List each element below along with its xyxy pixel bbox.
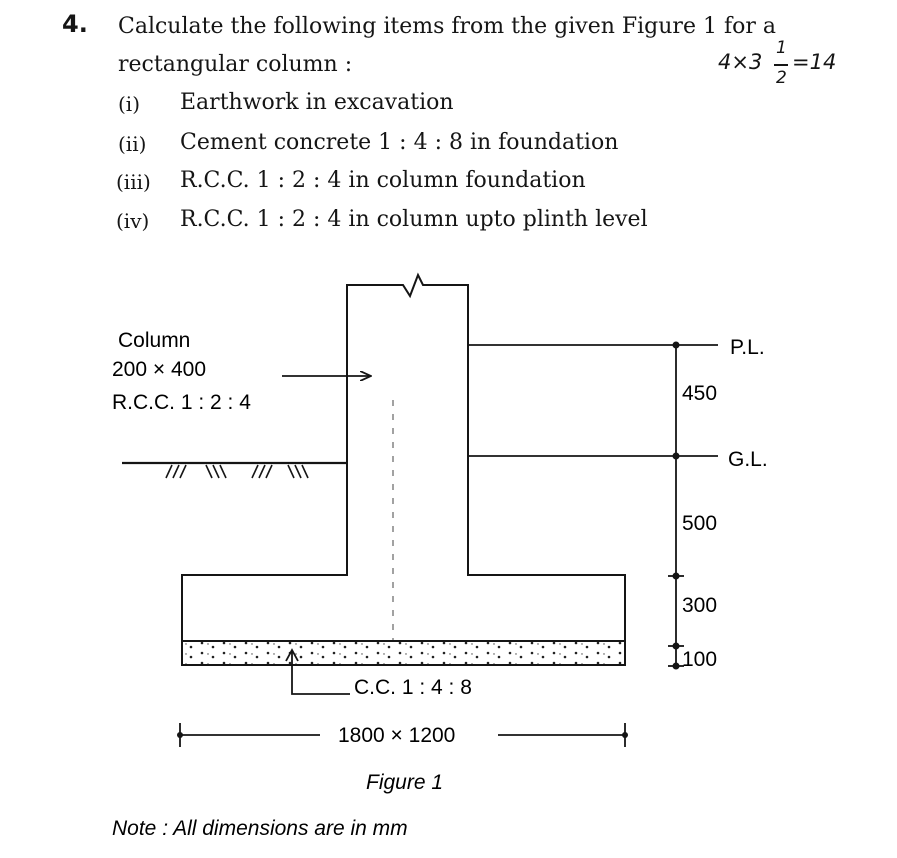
question-text-line2: rectangular column : [118,52,353,77]
column-outline [182,275,625,665]
item-text: Cement concrete 1 : 4 : 8 in foundation [180,130,619,155]
dimension-note: Note : All dimensions are in mm [112,817,408,840]
item-text: R.C.C. 1 : 2 : 4 in column upto plinth level [180,207,648,232]
dimension-label: 450 [682,382,718,405]
plinth-level-label: P.L. [730,336,765,359]
item-number: (i) [118,92,141,116]
annotation-main: 4×3 [718,50,763,74]
column-label-line: Column [118,329,191,352]
column-label-line: R.C.C. 1 : 2 : 4 [112,391,251,414]
item-number: (iii) [116,170,151,194]
footing-size-label: 1800 × 1200 [338,724,456,747]
annotation-denominator: 2 [776,68,787,88]
question-number: 4. [62,10,88,38]
earth-hatch-marks [166,465,308,478]
cc-bed-fill [183,642,624,664]
dimension-label: 500 [682,512,718,535]
item-number: (ii) [118,132,147,156]
annotation-numerator: 1 [776,38,787,58]
item-number: (iv) [116,209,150,233]
column-label-line: 200 × 400 [112,358,207,381]
annotation-result: =14 [792,50,837,74]
figure-caption: Figure 1 [366,771,444,794]
item-text: R.C.C. 1 : 2 : 4 in column foundation [180,168,586,193]
dimension-label: 300 [682,594,718,617]
question-text-line1: Calculate the following items from the given Figure 1 for a [118,14,776,39]
ground-level-label: G.L. [728,448,768,471]
dimension-label: 100 [682,648,718,671]
item-text: Earthwork in excavation [180,90,454,115]
cc-bed-label: C.C. 1 : 4 : 8 [354,676,472,699]
